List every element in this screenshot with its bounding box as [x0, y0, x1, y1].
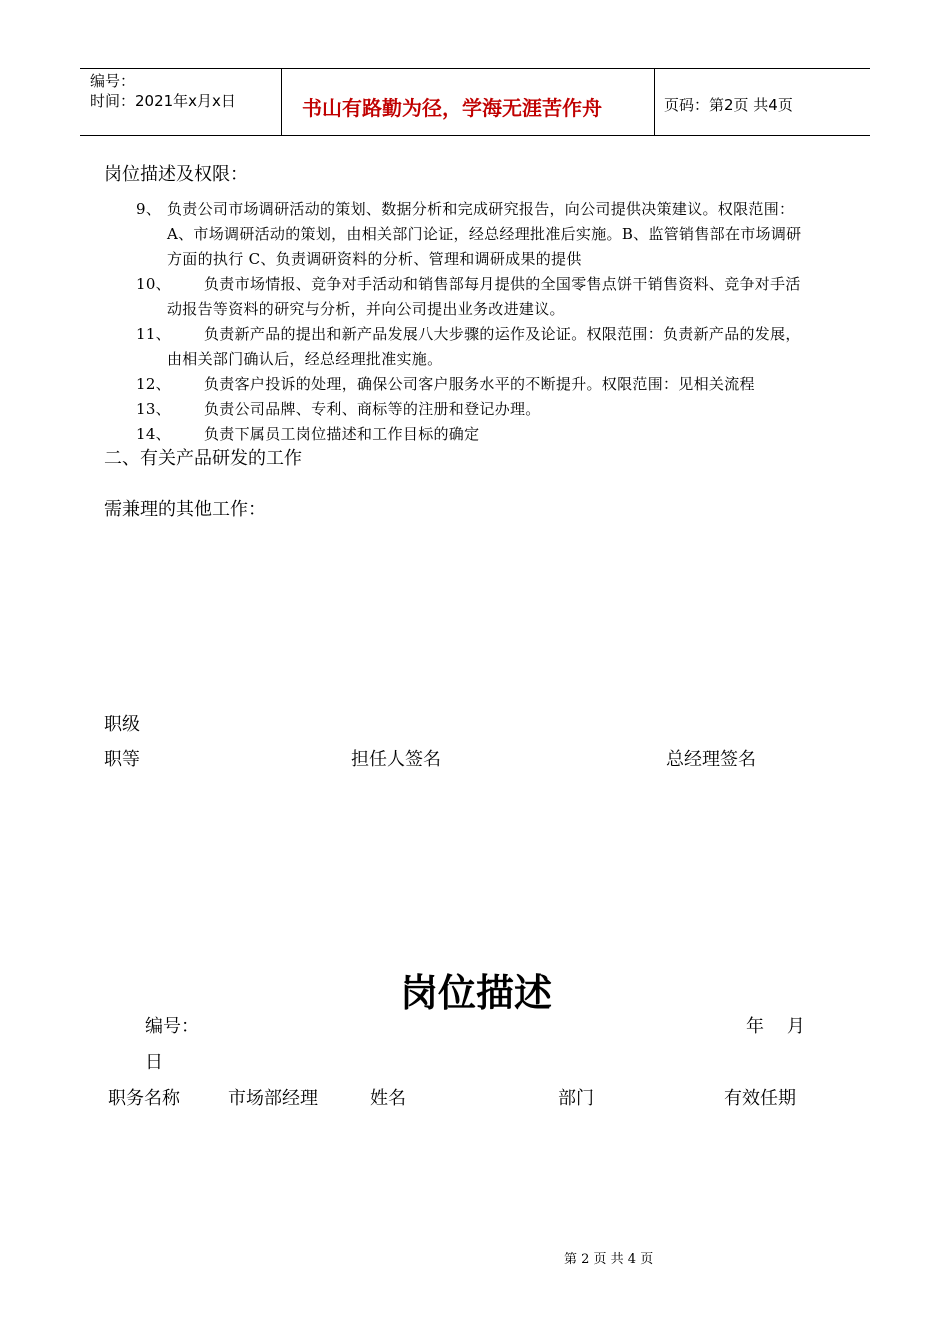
header-time-label: 时间：2021年x月x日	[90, 92, 236, 110]
level-label: 职等	[104, 749, 140, 770]
job-title-label: 职务名称	[108, 1088, 180, 1109]
duty-item-line: 方面的执行 C、负责调研资料的分析、管理和调研成果的提供	[167, 250, 582, 268]
duty-item-line: 负责客户投诉的处理，确保公司客户服务水平的不断提升。权限范围：见相关流程	[204, 375, 755, 393]
header-motto: 书山有路勤为径，学海无涯苦作舟	[302, 96, 602, 120]
duty-item-line: 动报告等资料的研究与分析，并向公司提出业务改进建议。	[167, 300, 565, 318]
duty-item-line: 由相关部门确认后，经总经理批准实施。	[167, 350, 443, 368]
header-bottom-border	[80, 135, 870, 136]
form-title: 岗位描述	[400, 971, 553, 1015]
gm-sign-label: 总经理签名	[666, 749, 756, 770]
duty-item-line: 负责下属员工岗位描述和工作目标的确定	[204, 425, 480, 443]
other-work-label: 需兼理的其他工作：	[104, 499, 266, 520]
duty-item-number: 12、	[136, 375, 171, 393]
section-heading: 岗位描述及权限：	[104, 164, 248, 185]
header-divider-2	[654, 68, 655, 136]
header-page-info: 页码：第2页 共4页	[664, 96, 793, 114]
term-label: 有效任期	[724, 1088, 796, 1109]
duty-item-line: 负责市场情报、竞争对手活动和销售部每月提供的全国零售点饼干销售资料、竞争对手活	[204, 275, 801, 293]
header-number-label: 编号：	[90, 72, 136, 90]
section2-heading: 二、有关产品研发的工作	[104, 448, 302, 469]
header-divider-1	[281, 68, 282, 136]
duty-item-number: 14、	[136, 425, 171, 443]
name-label: 姓名	[370, 1088, 406, 1109]
holder-sign-label: 担任人签名	[351, 749, 441, 770]
grade-label: 职级	[104, 714, 140, 735]
duty-item-number: 9、	[136, 200, 162, 218]
form-number-label: 编号：	[145, 1016, 199, 1037]
page-footer: 第 2 页 共 4 页	[564, 1252, 654, 1267]
duty-item-number: 11、	[136, 325, 171, 343]
duty-item-number: 13、	[136, 400, 171, 418]
duty-item-line: 负责新产品的提出和新产品发展八大步骤的运作及论证。权限范围：负责新产品的发展，	[204, 325, 801, 343]
form-day: 日	[145, 1052, 163, 1073]
duty-item-line: 负责公司品牌、专利、商标等的注册和登记办理。	[204, 400, 541, 418]
duty-item-number: 10、	[136, 275, 171, 293]
duty-item-line: A、市场调研活动的策划，由相关部门论证，经总经理批准后实施。B、监管销售部在市场调研	[167, 225, 802, 243]
dept-label: 部门	[558, 1088, 594, 1109]
form-year-month: 年 月	[746, 1016, 805, 1037]
job-title-value: 市场部经理	[228, 1088, 318, 1109]
header-top-border	[80, 68, 870, 69]
duty-item-line: 负责公司市场调研活动的策划、数据分析和完成研究报告，向公司提供决策建议。权限范围：	[167, 200, 795, 218]
